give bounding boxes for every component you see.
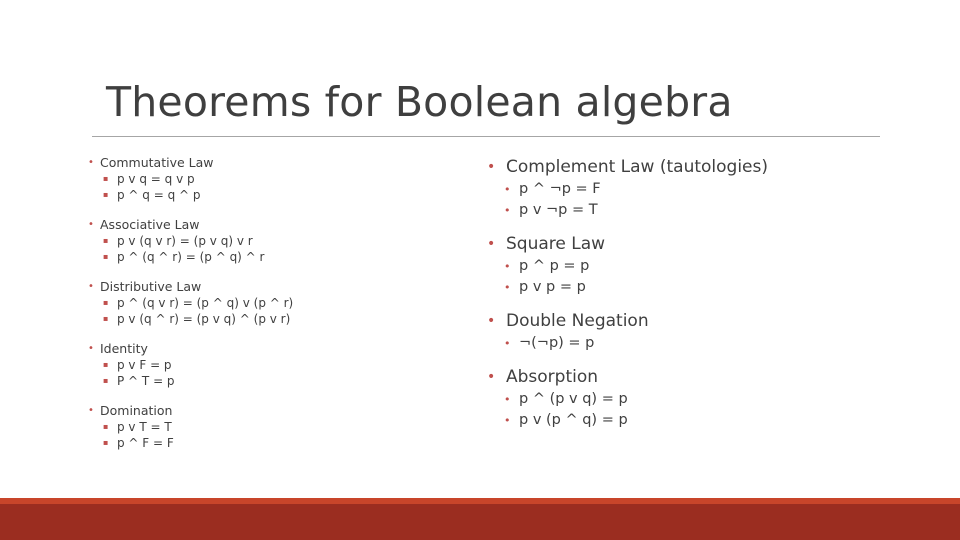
bullet-icon: • (88, 281, 94, 292)
law-heading: • Commutative Law (88, 155, 214, 170)
law-item: ▪ p v q = q v p (103, 172, 195, 186)
bullet-icon: • (504, 337, 511, 350)
law-item: ▪ P ^ T = p (103, 374, 175, 388)
bullet-icon: • (88, 219, 94, 230)
law-domination (88, 403, 468, 451)
law-item: • p ^ p = p (487, 256, 907, 277)
law-item: ▪ p ^ (q ^ r) = (p ^ q) ^ r (103, 250, 265, 264)
bullet-icon: • (88, 157, 94, 168)
square-bullet-icon: ▪ (103, 190, 109, 199)
law-item: • p v ¬p = T (487, 200, 907, 221)
law-item: • p v p = p (487, 277, 907, 298)
law-associative (88, 217, 468, 265)
law-item: ▪ p v F = p (103, 358, 172, 372)
bullet-icon: • (504, 414, 511, 427)
square-bullet-icon: ▪ (103, 236, 109, 245)
law-heading: • Square Law (487, 234, 606, 254)
bullet-icon: • (487, 313, 496, 329)
bullet-icon: • (487, 369, 496, 385)
slide-title: Theorems for Boolean algebra (106, 78, 733, 126)
law-square (487, 233, 907, 298)
law-item: • p ^ (p v q) = p (487, 389, 907, 410)
title-divider (92, 136, 880, 137)
law-heading: • Domination (88, 403, 173, 418)
square-bullet-icon: ▪ (103, 438, 109, 447)
square-bullet-icon: ▪ (103, 314, 109, 323)
bullet-icon: • (504, 281, 511, 294)
square-bullet-icon: ▪ (103, 298, 109, 307)
law-item: • p ^ ¬p = F (487, 179, 907, 200)
law-identity (88, 341, 468, 389)
law-complement (487, 156, 907, 221)
law-heading: • Complement Law (tautologies) (487, 157, 769, 177)
law-distributive (88, 279, 468, 327)
square-bullet-icon: ▪ (103, 252, 109, 261)
law-absorption (487, 366, 907, 431)
law-double-negation (487, 310, 907, 354)
law-item: • p v (p ^ q) = p (487, 410, 907, 431)
law-item: ▪ p ^ q = q ^ p (103, 188, 201, 202)
bullet-icon: • (504, 183, 511, 196)
law-heading: • Identity (88, 341, 148, 356)
law-item: ▪ p v (q v r) = (p v q) v r (103, 234, 253, 248)
law-commutative (88, 155, 468, 203)
law-item: ▪ p v T = T (103, 420, 172, 434)
bullet-icon: • (88, 405, 94, 416)
right-column (487, 156, 907, 443)
law-item: • ¬(¬p) = p (487, 333, 907, 354)
law-item: ▪ p ^ F = F (103, 436, 174, 450)
bullet-icon: • (504, 260, 511, 273)
left-column (88, 155, 468, 465)
square-bullet-icon: ▪ (103, 360, 109, 369)
law-heading: • Associative Law (88, 217, 200, 232)
footer-band (0, 504, 960, 540)
law-heading: • Double Negation (487, 311, 649, 331)
square-bullet-icon: ▪ (103, 174, 109, 183)
square-bullet-icon: ▪ (103, 422, 109, 431)
law-heading: • Distributive Law (88, 279, 202, 294)
law-heading: • Absorption (487, 367, 599, 387)
law-item: ▪ p v (q ^ r) = (p v q) ^ (p v r) (103, 312, 291, 326)
bullet-icon: • (504, 204, 511, 217)
bullet-icon: • (487, 236, 496, 252)
bullet-icon: • (504, 393, 511, 406)
square-bullet-icon: ▪ (103, 376, 109, 385)
bullet-icon: • (487, 159, 496, 175)
bullet-icon: • (88, 343, 94, 354)
law-item: ▪ p ^ (q v r) = (p ^ q) v (p ^ r) (103, 296, 294, 310)
